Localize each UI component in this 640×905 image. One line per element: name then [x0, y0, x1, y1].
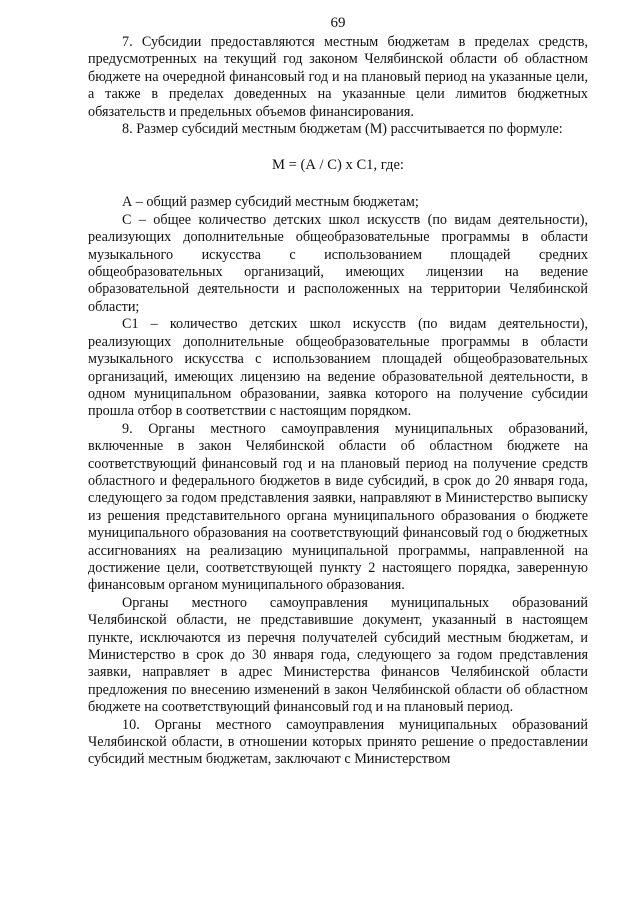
document-page: [88, 14, 588, 769]
subsidy-formula: М = (А / С) х С1, где:: [272, 157, 404, 174]
paragraph-8-subsidy-size: 8. Размер субсидий местным бюджетам (М) рассчитывается по формуле:: [122, 121, 563, 138]
paragraph-7-subsidies: 7. Субсидии предоставляются местным бюджетам в пределах средств, предусмотренных на текущий год законом Челябинской области об областном бюджете на очередной финансовый год и на плановый период на указанные цели, а также в пределах доведенных на указанные цели лимитов бюджетных обязательств и предельных объемов финансирования.: [88, 34, 588, 120]
definition-c: С – общее количество детских школ искусств (по видам деятельности), реализующих дополнительные общеобразовательные программы в области музыкального искусства с использованием площадей средних общеобразовательных организаций, имеющих лицензии на ведение образовательной деятельности и расположенных на территории Челябинской области;: [88, 211, 588, 315]
paragraph-9-authorities: 9. Органы местного самоуправления муниципальных образований, включенные в закон Челябинской области об областном бюджете на соответствующий финансовый год и на плановый период на получение средств областного и федерального бюджетов в виде субсидий, в срок до 20 января года, следующего за годом представления заявки, направляют в Министерство выписку из решения представительного органа муниципального образования о бюджете муниципального образования на соответствующий финансовый год о бюджетных ассигнованиях на реализацию муниципальной программы, направленной на достижение цели, соответствующей пункту 2 настоящего порядка, заверенную финансовым органом муниципального образования.: [88, 420, 588, 594]
paragraph-10-agreement: 10. Органы местного самоуправления муниципальных образований Челябинской области, в отношении которых принято решение о предоставлении субсидий местным бюджетам, заключают с Министерством: [88, 716, 588, 768]
definition-c1: С1 – количество детских школ искусств (по видам деятельности), реализующих дополнительные общеобразовательные программы в области музыкального искусства с использованием площадей общеобразовательных организаций, имеющих лицензию на ведение образовательной деятельности, в одном муниципальном образовании, заявка которого на получение субсидии прошла отбор в соответствии с настоящим порядком.: [88, 316, 588, 420]
page-number: 69: [330, 15, 346, 31]
paragraph-9-exclusion: Органы местного самоуправления муниципальных образований Челябинской области, не представившие документ, указанный в настоящем пункте, исключаются из перечня получателей субсидий местным бюджетам, и Министерство в срок до 30 января года, следующего за годом представления заявки, направляет в адрес Министерства финансов Челябинской области предложения по внесению изменений в закон Челябинской области об областном бюджете на соответствующий финансовый год и на плановый период.: [88, 594, 588, 716]
definition-a: А – общий размер субсидий местным бюджетам;: [122, 194, 419, 211]
